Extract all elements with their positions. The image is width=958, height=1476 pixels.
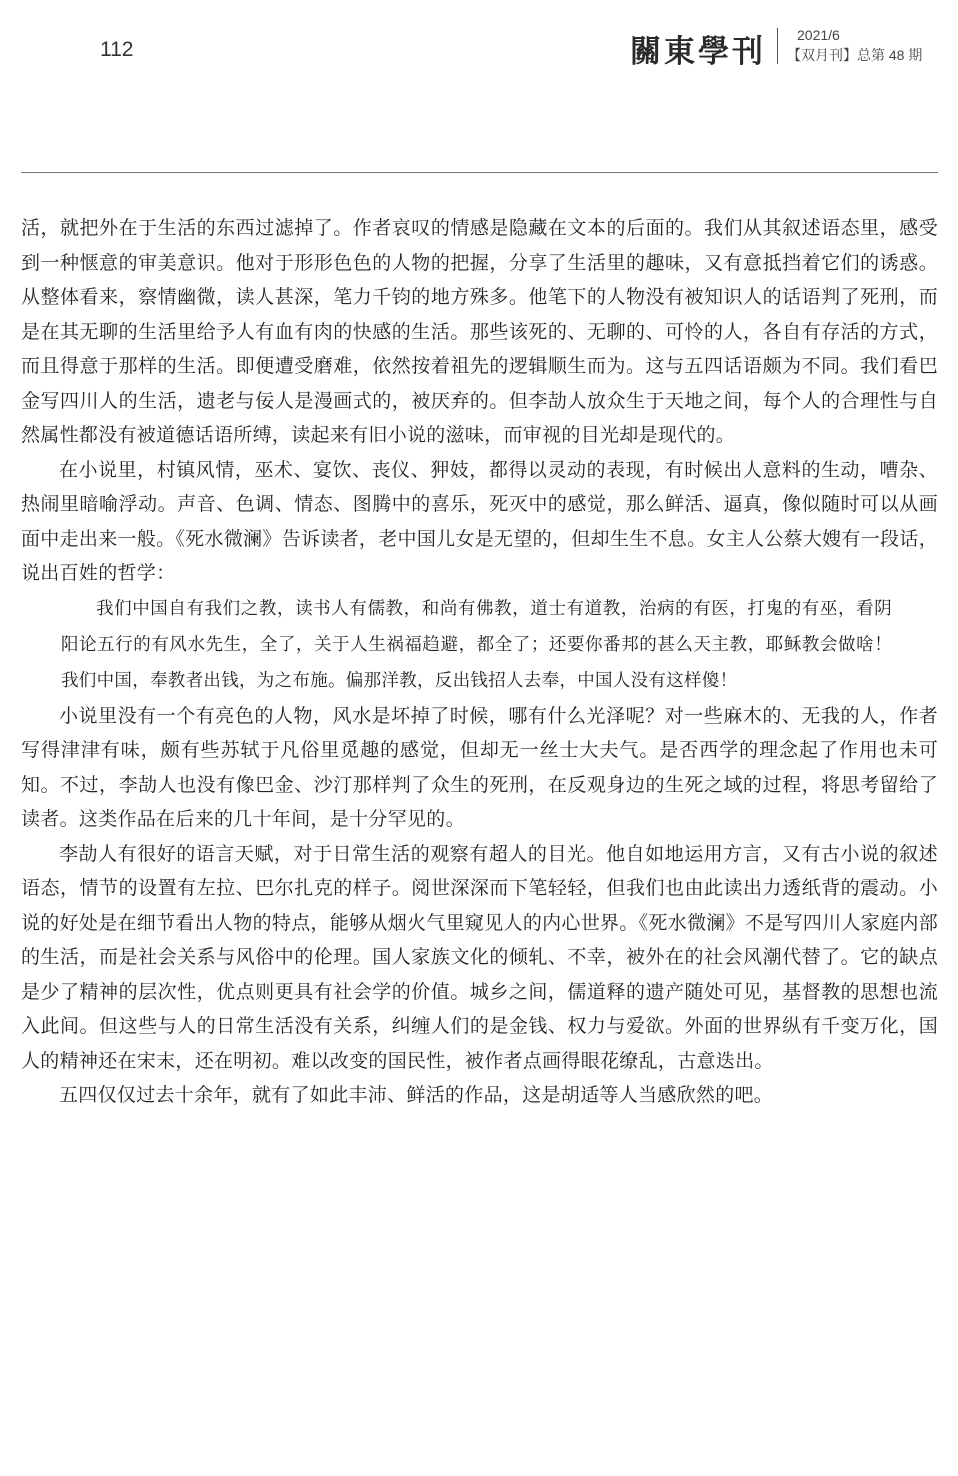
paragraph-3: 小说里没有一个有亮色的人物，风水是坏掉了时候，哪有什么光泽呢？对一些麻木的、无我的人，作者写得津津有味，颇有些苏轼于凡俗里觅趣的感觉，但却无一丝士大夫气。是否西学的理念起了作用也未可知。不过，李劼人也没有像巴金、沙汀那样判了众生的死刑，在反观身边的生死之域的过程，将思考留给了读者。这类作品在后来的几十年间，是十分罕见的。: [21, 704, 938, 830]
journal-title: 關東學刊: [630, 34, 766, 70]
block-quote: 我们中国自有我们之教，读书人有儒教，和尚有佛教，道士有道教，治病的有医，打鬼的有巫，看阴阳论五行的有风水先生，全了，关于人生祸福趋避，都全了；还要你番邦的甚么天主教，耶稣教会做啥！我们中国，奉教者出钱，为之布施。偏那洋教，反出钱招人去奉，中国人没有这样傻！: [61, 598, 892, 691]
issue-date: 2021/6: [797, 27, 840, 43]
issue-number: 【双月刊】总第 48 期: [787, 47, 923, 63]
article-body: [21, 211, 938, 1113]
paragraph-2: 在小说里，村镇风情，巫术、宴饮、丧仪、狎妓，都得以灵动的表现，有时候出人意料的生动，嘈杂、热闹里暗喻浮动。声音、色调、情态、图腾中的喜乐，死灭中的感觉，那么鲜活、逼真，像似随时可以从画面中走出来一般。《死水微澜》告诉读者，老中国儿女是无望的，但却生生不息。女主人公蔡大嫂有一段话，说出百姓的哲学：: [21, 458, 938, 584]
paragraph-5: 五四仅仅过去十余年，就有了如此丰沛、鲜活的作品，这是胡适等人当感欣然的吧。: [59, 1084, 774, 1106]
paragraph-4: 李劼人有很好的语言天赋，对于日常生活的观察有超人的目光。他自如地运用方言，又有古小说的叙述语态，情节的设置有左拉、巴尔扎克的样子。阅世深深而下笔轻轻，但我们也由此读出力透纸背的震动。小说的好处是在细节看出人物的特点，能够从烟火气里窥见人的内心世界。《死水微澜》不是写四川人家庭内部的生活，而是社会关系与风俗中的伦理。国人家族文化的倾轧、不幸，被外在的社会风潮代替了。它的缺点是少了精神的层次性，优点则更具有社会学的价值。城乡之间，儒道释的遗产随处可见，基督教的思想也流入此间。但这些与人的日常生活没有关系，纠缠人们的是金钱、权力与爱欲。外面的世界纵有千变万化，国人的精神还在宋末，还在明初。难以改变的国民性，被作者点画得眼花缭乱，古意迭出。: [21, 842, 938, 1072]
page-number: 112: [100, 38, 134, 61]
paragraph-1: 活，就把外在于生活的东西过滤掉了。作者哀叹的情感是隐藏在文本的后面的。我们从其叙述语态里，感受到一种惬意的审美意识。他对于形形色色的人物的把握，分享了生活里的趣味，又有意抵挡着它们的诱惑。从整体看来，察情幽微，读人甚深，笔力千钧的地方殊多。他笔下的人物没有被知识人的话语判了死刑，而是在其无聊的生活里给予人有血有肉的快感的生活。那些该死的、无聊的、可怜的人，各自有存活的方式，而且得意于那样的生活。即便遭受磨难，依然按着祖先的逻辑顺生而为。这与五四话语颇为不同。我们看巴金写四川人的生活，遗老与佞人是漫画式的，被厌弃的。但李劼人放众生于天地之间，每个人的合理性与自然属性都没有被道德话语所缚，读起来有旧小说的滋味，而审视的目光却是现代的。: [21, 217, 938, 446]
header-divider: [777, 28, 778, 64]
header-rule: [21, 172, 938, 173]
